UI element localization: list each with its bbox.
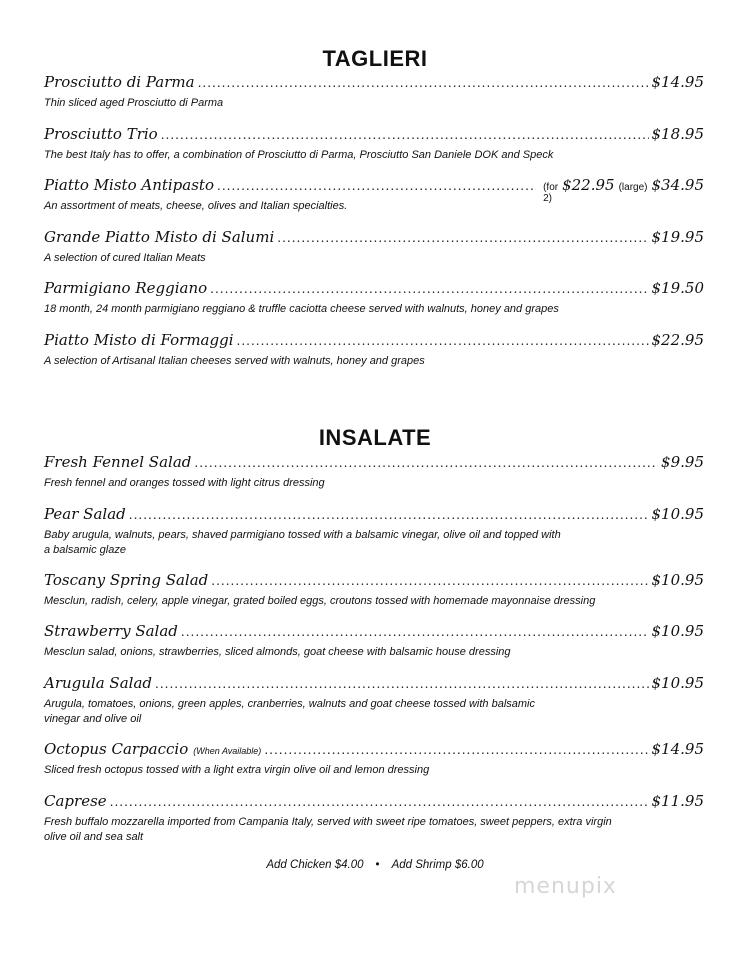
item-price: $9.95: [661, 453, 704, 471]
add-shrimp: Add Shrimp $6.00: [391, 859, 484, 871]
item-description: Sliced fresh octopus tossed with a light extra virgin olive oil and lemon dressing: [44, 764, 430, 776]
section-title-insalate: INSALATE: [318, 425, 432, 450]
menu-item: [44, 622, 704, 660]
item-price: $18.95: [651, 125, 704, 143]
item-price: $14.95: [651, 73, 704, 91]
menu-item: [44, 73, 704, 111]
menu-item: [44, 228, 704, 266]
item-price: $10.95: [651, 674, 704, 692]
item-description: Baby arugula, walnuts, pears, shaved parmigiano tossed with a balsamic vinegar, olive oil and topped with a balsamic glaze: [44, 529, 561, 556]
menu-item: [44, 674, 704, 727]
menu-item: [44, 571, 704, 609]
item-name: Piatto Misto di Formaggi: [44, 331, 234, 349]
menupix-watermark: menupix: [514, 874, 617, 899]
item-description: The best Italy has to offer, a combination of Prosciutto di Parma, Prosciutto San Daniele DOK and Speck: [44, 149, 554, 161]
item-description: A selection of cured Italian Meats: [44, 252, 206, 264]
menu-item: [44, 331, 704, 369]
item-name: Piatto Misto Antipasto: [44, 176, 214, 194]
item-price: $19.95: [651, 228, 704, 246]
item-name: Strawberry Salad: [44, 622, 178, 640]
menu-item: [44, 453, 704, 491]
item-name: Grande Piatto Misto di Salumi: [44, 228, 275, 246]
item-name: Pear Salad: [44, 505, 126, 523]
item-price: $19.50: [651, 279, 704, 297]
item-price: $34.95: [651, 176, 704, 194]
item-name: Octopus Carpaccio: [44, 740, 189, 758]
menu-item: [44, 740, 704, 778]
menu-item: [44, 279, 704, 317]
item-price: $10.95: [651, 505, 704, 523]
add-ons: [0, 859, 750, 871]
bullet-separator: •: [375, 859, 380, 871]
add-chicken: Add Chicken $4.00: [266, 859, 364, 871]
item-name: Prosciutto Trio: [44, 125, 158, 143]
item-price: $11.95: [651, 792, 704, 810]
menu-item: [44, 792, 704, 845]
item-description: Fresh buffalo mozzarella imported from Campania Italy, served with sweet ripe tomatoes, sweet peppers, extra virgin olive oil and sea salt: [44, 816, 612, 843]
item-description: Fresh fennel and oranges tossed with light citrus dressing: [44, 477, 325, 489]
item-price: $10.95: [651, 571, 704, 589]
item-description: Arugula, tomatoes, onions, green apples, cranberries, walnuts and goat cheese tossed with balsamic vinegar and olive oil: [44, 698, 536, 725]
item-name: Parmigiano Reggiano: [44, 279, 208, 297]
item-size: (large): [618, 182, 648, 193]
item-note: (When Available): [193, 746, 262, 756]
item-name: Toscany Spring Salad: [44, 571, 209, 589]
item-price: $22.95: [651, 331, 704, 349]
item-size: (for 2): [543, 182, 559, 204]
item-name: Prosciutto di Parma: [44, 73, 195, 91]
item-description: An assortment of meats, cheese, olives and Italian specialties.: [44, 200, 348, 212]
menu-item: [44, 125, 704, 163]
item-price: $14.95: [651, 740, 704, 758]
item-name: Arugula Salad: [44, 674, 152, 692]
item-price: $22.95: [562, 176, 615, 194]
item-description: Mesclun salad, onions, strawberries, sliced almonds, goat cheese with balsamic house dressing: [44, 646, 511, 658]
item-description: A selection of Artisanal Italian cheeses served with walnuts, honey and grapes: [44, 355, 425, 367]
item-name: Fresh Fennel Salad: [44, 453, 192, 471]
section-title-taglieri: TAGLIERI: [322, 46, 428, 71]
item-price: $10.95: [651, 622, 704, 640]
item-description: Mesclun, radish, celery, apple vinegar, grated boiled eggs, croutons tossed with homemade mayonnaise dressing: [44, 595, 596, 607]
menu-item: [44, 176, 704, 214]
menu-item: [44, 505, 704, 558]
item-description: 18 month, 24 month parmigiano reggiano & truffle caciotta cheese served with walnuts, honey and grapes: [44, 303, 559, 315]
item-name: Caprese: [44, 792, 107, 810]
item-description: Thin sliced aged Prosciutto di Parma: [44, 97, 224, 109]
